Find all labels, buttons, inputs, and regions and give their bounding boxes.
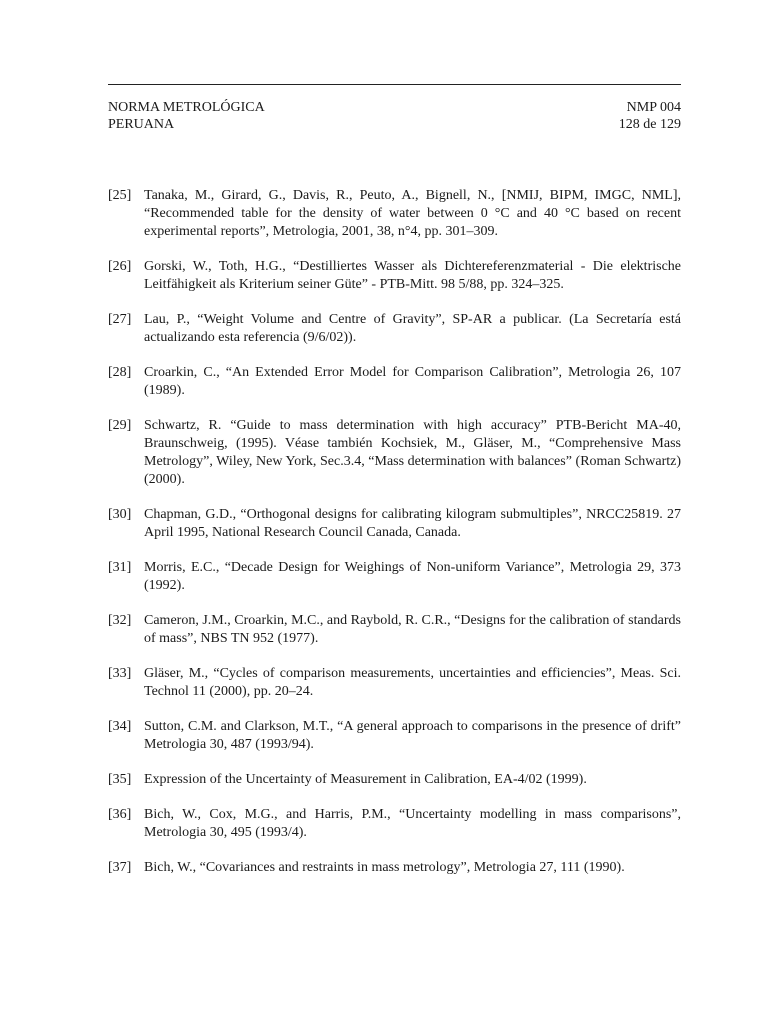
reference-number: [25]	[108, 188, 132, 203]
reference-text: Tanaka, M., Girard, G., Davis, R., Peuto, A., Bignell, N., [NMIJ, BIPM, IMGC, NML], “Recommended table for the density of water between 0 °C and 40 °C based on recent experimental reports”, Metrologia, 2001, 38, n°4, pp. 301–309.	[144, 188, 681, 239]
reference-item	[108, 559, 681, 595]
reference-text: Chapman, G.D., “Orthogonal designs for calibrating kilogram submultiples”, NRCC25819. 27 April 1995, National Research Council Canada, Canada.	[144, 507, 681, 540]
reference-number: [28]	[108, 365, 132, 380]
reference-list	[108, 187, 681, 894]
header-left	[108, 99, 265, 133]
reference-text: Schwartz, R. “Guide to mass determination with high accuracy” PTB-Bericht MA-40, Braunschweig, (1995). Véase también Kochsiek, M., Gläser, M., “Comprehensive Mass Metrology”, Wiley, New York, Sec.3.4, “Mass determination with balances” (Roman Schwartz) (2000).	[144, 418, 681, 487]
reference-text: Gorski, W., Toth, H.G., “Destilliertes Wasser als Dichtereferenzmaterial - Die elektrische Leitfähigkeit als Kriterium seiner Güte” - PTB-Mitt. 98 5/88, pp. 324–325.	[144, 259, 681, 292]
reference-text: Sutton, C.M. and Clarkson, M.T., “A general approach to comparisons in the presence of drift” Metrologia 30, 487 (1993/94).	[144, 719, 681, 752]
reference-item	[108, 612, 681, 648]
reference-text: Bich, W., “Covariances and restraints in mass metrology”, Metrologia 27, 111 (1990).	[144, 860, 625, 875]
reference-number: [33]	[108, 666, 132, 681]
reference-item	[108, 311, 681, 347]
reference-item	[108, 506, 681, 542]
reference-item	[108, 364, 681, 400]
reference-item	[108, 417, 681, 489]
page-header	[108, 84, 681, 132]
reference-item	[108, 718, 681, 754]
reference-item	[108, 806, 681, 842]
reference-text: Morris, E.C., “Decade Design for Weighings of Non-uniform Variance”, Metrologia 29, 373 (1992).	[144, 560, 681, 593]
reference-item	[108, 187, 681, 241]
header-doc-code: NMP 004	[626, 100, 681, 115]
reference-number: [32]	[108, 613, 132, 628]
header-page-number: 128 de 129	[618, 117, 681, 132]
reference-number: [34]	[108, 719, 132, 734]
reference-number: [36]	[108, 807, 132, 822]
header-org-line1: NORMA METROLÓGICA	[108, 100, 265, 115]
reference-text: Bich, W., Cox, M.G., and Harris, P.M., “Uncertainty modelling in mass comparisons”, Metrologia 30, 495 (1993/4).	[144, 807, 681, 840]
reference-number: [37]	[108, 860, 132, 875]
reference-item	[108, 665, 681, 701]
reference-text: Expression of the Uncertainty of Measurement in Calibration, EA-4/02 (1999).	[144, 772, 587, 787]
reference-number: [30]	[108, 507, 132, 522]
reference-number: [26]	[108, 259, 132, 274]
reference-text: Gläser, M., “Cycles of comparison measurements, uncertainties and efficiencies”, Meas. Sci. Technol 11 (2000), pp. 20–24.	[144, 666, 681, 699]
reference-number: [27]	[108, 312, 132, 327]
reference-item	[108, 771, 681, 789]
header-org-line2: PERUANA	[108, 117, 175, 132]
reference-number: [31]	[108, 560, 132, 575]
reference-number: [29]	[108, 418, 132, 433]
reference-number: [35]	[108, 772, 132, 787]
reference-item	[108, 859, 681, 877]
reference-text: Cameron, J.M., Croarkin, M.C., and Raybold, R. C.R., “Designs for the calibration of standards of mass”, NBS TN 952 (1977).	[144, 613, 681, 646]
reference-item	[108, 258, 681, 294]
header-right	[619, 99, 681, 133]
reference-text: Croarkin, C., “An Extended Error Model for Comparison Calibration”, Metrologia 26, 107 (1989).	[144, 365, 681, 398]
reference-text: Lau, P., “Weight Volume and Centre of Gravity”, SP-AR a publicar. (La Secretaría está actualizando esta referencia (9/6/02)).	[144, 312, 681, 345]
